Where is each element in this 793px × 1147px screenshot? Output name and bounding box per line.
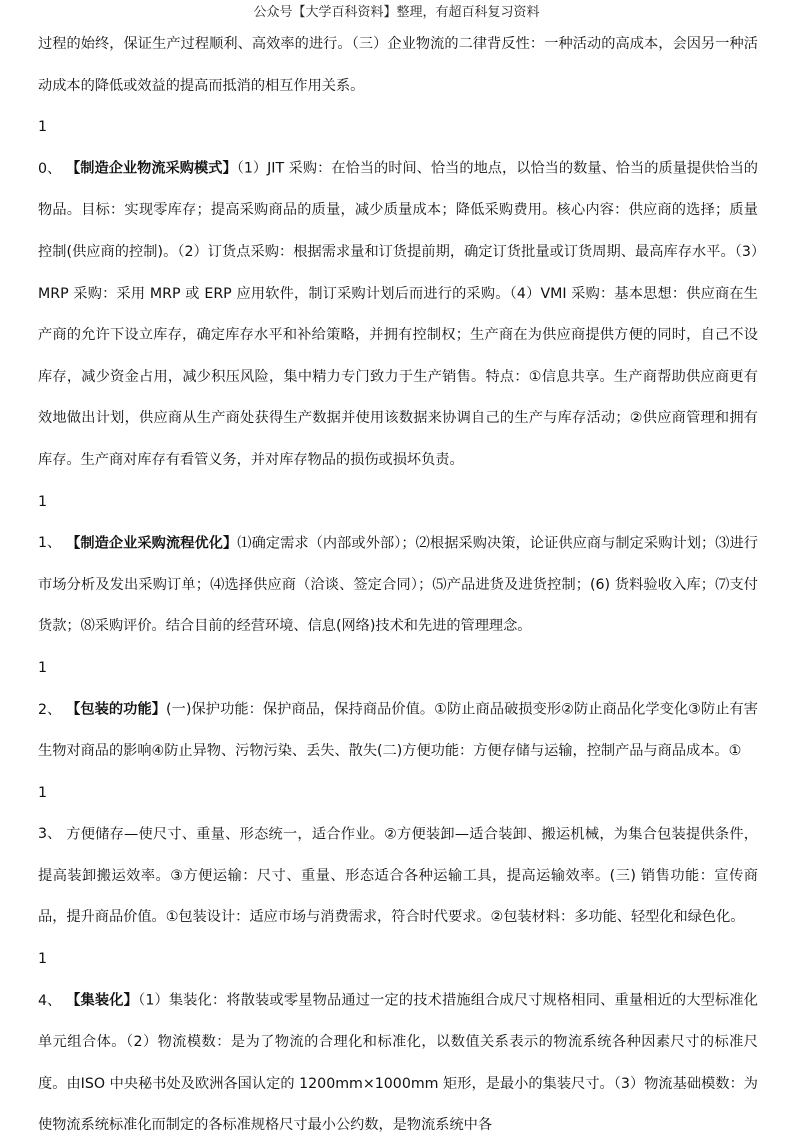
paragraph-body: （1）JIT 采购：在恰当的时间、恰当的地点，以恰当的数量、恰当的质量提供恰当的物品。目标：实现零库存；提高采购商品的质量，减少质量成本；降低采购费用。核心内容：供应商的选择；质量控制(供应商的控制)。（2）订货点采购：根据需求量和订货提前期，确定订货批量或订货周期、最高库存水平。（3）MRP 采购：采用 MRP 或 ERP 应用软件，制订采购计划后而进行的采购。（4）VMI 采购：基本思想：供应商在生产商的允许下设立库存，确定库存水平和补给策略，并拥有控制权；生产商在为供应商提供方便的同时，自己不设库存，减少资金占用，减少积压风险，集中精力专门致力于生产销售。特点：①信息共享。生产商帮助供应商更有效地做出计划，供应商从生产商处获得生产数据并使用该数据来协调自己的生产与库存活动；②供应商管理和拥有库存。生产商对库存有看管义务，并对库存物品的损伤或损坏负责。 bbox=[38, 160, 758, 468]
page-header: 公众号【大学百科资料】整理，有超百科复习资料 bbox=[253, 5, 540, 20]
paragraph-number: 12、 bbox=[38, 659, 62, 718]
paragraph-number: 13、 bbox=[38, 784, 62, 843]
paragraph-11 bbox=[38, 482, 758, 648]
paragraph-number: 10、 bbox=[38, 119, 62, 177]
paragraph-continuation bbox=[38, 24, 758, 107]
paragraph-12 bbox=[38, 648, 758, 773]
paragraph-body: 方便储存—使尺寸、重量、形态统一，适合作业。②方便装卸—适合装卸、搬运机械，为集合包装提供条件，提高装卸搬运效率。③方便运输：尺寸、重量、形态适合各种运输工具，提高运输效率。(三) 销售功能：宣传商品，提升商品价值。①包装设计：适应市场与消费需求，符合时代要求。②包装材料：多功能、轻型化和绿色化。 bbox=[38, 826, 758, 926]
paragraph-14 bbox=[38, 939, 758, 1147]
paragraph-body: （1）集装化：将散装或零星物品通过一定的技术措施组合成尺寸规格相同、重量相近的大型标准化单元组合体。（2）物流模数：是为了物流的合理化和标准化，以数值关系表示的物流系统各种因素尺寸的标准尺度。由ISO 中央秘书处及欧洲各国认定的 1200mm×1000mm 矩形，是最小的集装尺寸。（3）物流基础模数：为使物流系统标准化而制定的各标准规格尺寸最小公约数，是物流系统中各 bbox=[38, 992, 758, 1134]
document-body bbox=[38, 24, 758, 1147]
paragraph-body: (一)保护功能：保护商品，保持商品价值。①防止商品破损变形②防止商品化学变化③防止有害生物对商品的影响④防止异物、污物污染、丢失、散失(二)方便功能：方便存储与运输，控制产品与商品成本。① bbox=[38, 701, 758, 760]
paragraph-number: 11、 bbox=[38, 493, 62, 552]
paragraph-number: 14、 bbox=[38, 951, 62, 1009]
paragraph-heading: 【制造企业物流采购模式】 bbox=[66, 160, 237, 177]
paragraph-body: 过程的始终，保证生产过程顺利、高效率的进行。（三）企业物流的二律背反性：一种活动的高成本，会因另一种活动成本的降低或效益的提高而抵消的相互作用关系。 bbox=[38, 36, 758, 94]
paragraph-13 bbox=[38, 773, 758, 939]
paragraph-body: ⑴确定需求（内部或外部）；⑵根据采购决策，论证供应商与制定采购计划；⑶进行市场分析及发出采购订单；⑷选择供应商（洽谈、签定合同）；⑸产品进货及进货控制；(6) 货料验收入库；⑺支付货款；⑻采购评价。结合目前的经营环境、信息(网络)技术和先进的管理理念。 bbox=[38, 535, 758, 635]
paragraph-heading: 【制造企业采购流程优化】 bbox=[66, 535, 238, 552]
paragraph-heading: 【集装化】 bbox=[66, 992, 139, 1009]
paragraph-10 bbox=[38, 107, 758, 481]
paragraph-heading: 【包装的功能】 bbox=[66, 701, 167, 718]
